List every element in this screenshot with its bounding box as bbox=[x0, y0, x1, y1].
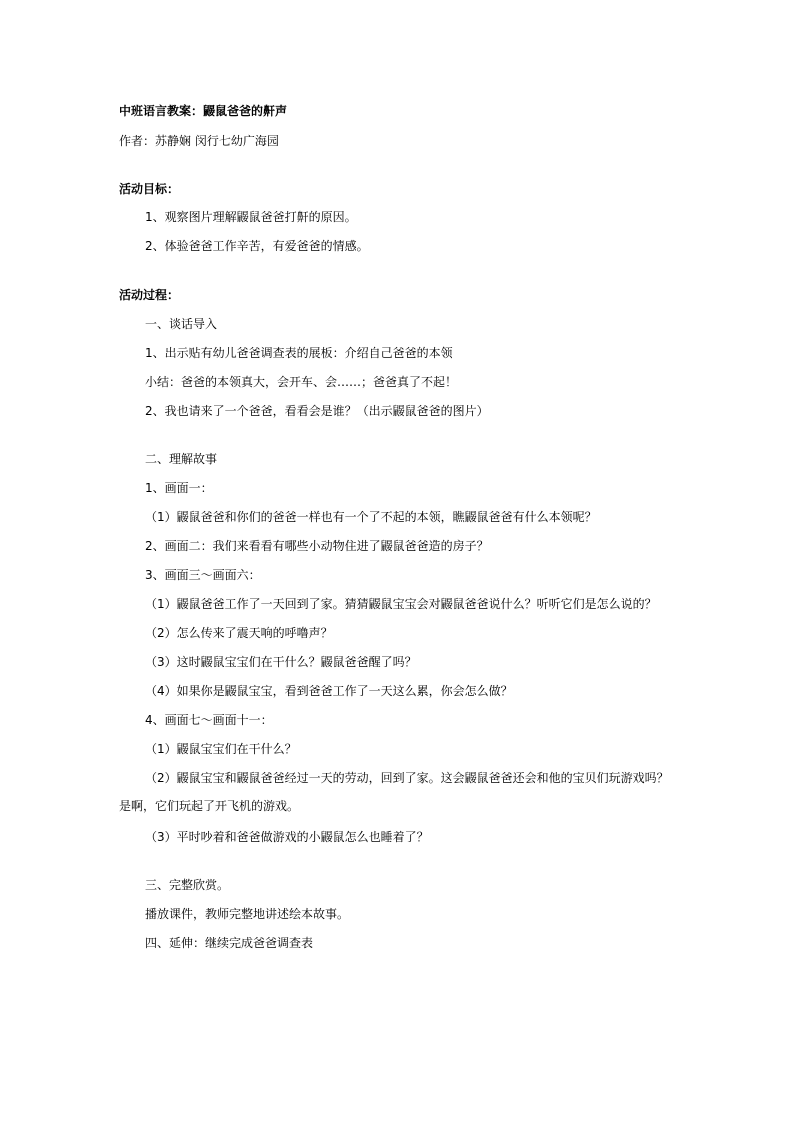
section-heading: 四、延伸：继续完成爸爸调查表 bbox=[145, 936, 314, 950]
doc-title: 中班语言教案：鼹鼠爸爸的鼾声 bbox=[119, 104, 288, 118]
paragraph: （1）鼹鼠宝宝们在干什么？ bbox=[145, 742, 297, 756]
section-heading: 二、理解故事 bbox=[145, 452, 218, 466]
paragraph: 3、画面三～画面六： bbox=[145, 568, 261, 582]
paragraph: 1、出示贴有幼儿爸爸调查表的展板：介绍自己爸爸的本领 bbox=[145, 346, 453, 360]
paragraph: （4）如果你是鼹鼠宝宝，看到爸爸工作了一天这么累，你会怎么做？ bbox=[145, 684, 513, 698]
paragraph: 2、画面二：我们来看看有哪些小动物住进了鼹鼠爸爸造的房子？ bbox=[145, 539, 489, 553]
doc-author: 作者：苏静娴 闵行七幼广海园 bbox=[119, 134, 279, 148]
paragraph: （3）这时鼹鼠宝宝们在干什么？鼹鼠爸爸醒了吗？ bbox=[145, 655, 417, 669]
goals-heading: 活动目标： bbox=[119, 182, 180, 196]
paragraph: 2、我也请来了一个爸爸，看看会是谁？（出示鼹鼠爸爸的图片） bbox=[145, 404, 489, 418]
goal-item: 2、体验爸爸工作辛苦，有爱爸爸的情感。 bbox=[145, 239, 369, 253]
section-heading: 三、完整欣赏。 bbox=[145, 878, 230, 892]
paragraph: 1、画面一： bbox=[145, 481, 213, 495]
section-heading: 一、谈话导入 bbox=[145, 317, 218, 331]
paragraph: 4、画面七～画面十一： bbox=[145, 713, 273, 727]
paragraph: 小结：爸爸的本领真大，会开车、会……；爸爸真了不起！ bbox=[145, 375, 458, 389]
goal-item: 1、观察图片理解鼹鼠爸爸打鼾的原因。 bbox=[145, 210, 357, 224]
process-heading: 活动过程： bbox=[119, 288, 180, 302]
paragraph: （2）怎么传来了震天响的呼噜声？ bbox=[145, 626, 333, 640]
paragraph: （3）平时吵着和爸爸做游戏的小鼹鼠怎么也睡着了？ bbox=[145, 830, 429, 844]
paragraph-wrapped: （2）鼹鼠宝宝和鼹鼠爸爸经过一天的劳动，回到了家。这会鼹鼠爸爸还会和他的宝贝们玩游戏吗？是啊，它们玩起了开飞机的游戏。 bbox=[119, 771, 669, 813]
paragraph: （1）鼹鼠爸爸工作了一天回到了家。猜猜鼹鼠宝宝会对鼹鼠爸爸说什么？听听它们是怎么说的？ bbox=[145, 597, 657, 611]
paragraph: 播放课件，教师完整地讲述绘本故事。 bbox=[145, 907, 350, 921]
paragraph: （1）鼹鼠爸爸和你们的爸爸一样也有一个了不起的本领，瞧鼹鼠爸爸有什么本领呢？ bbox=[145, 510, 597, 524]
